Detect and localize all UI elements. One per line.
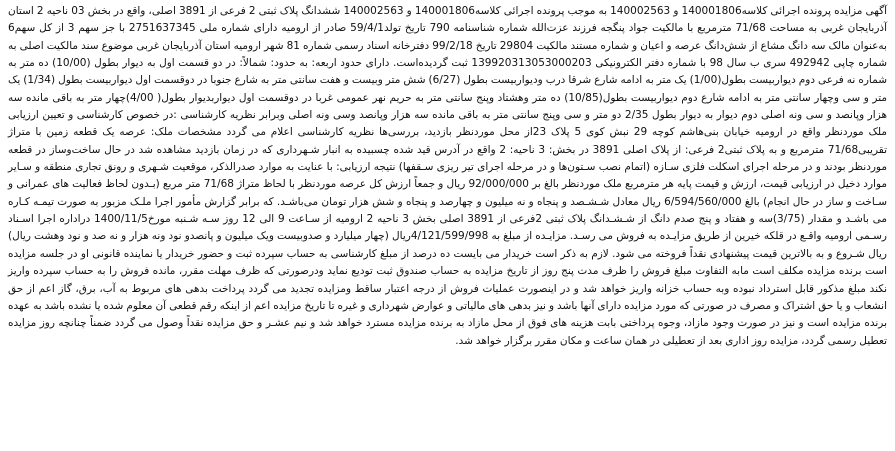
auction-notice-text: آگهی مزایده پرونده اجرائی کلاسه140001806 و 140002563 به موجب پرونده اجرائی کلاسه140001806 و 140002563 ششدانگ پلاک ثبتی 2 فرعی از 3891 اصلی، واقع در بخش 03 ناحیه 2 استان آذربایجان غربی به مساحت 71/68 مترمربع با مالکیت جواد پنگجه فرزند عزت‌الله شماره شناسنامه 790 تاریخ تولد59/4/1 صادر از ارومیه دارای شماره ملی 2751637345 با جز سهم 3 از کل سهم6 به‌عنوان مالک سه دانگ مشاع از شش‌دانگ عرصه و اعیان و شماره مستند مالکیت 29804 تاریخ 99/2/18 دفترخانه اسناد رسمی شماره 81 شهر ارومیه استان آذربایجان غربی موضوع سند مالکیت اصلی به شماره چاپی 492942 سری ب سال 98 با شماره دفتر الکترونیکی 139920313053000203 ثبت گردیده‌است. دارای حدود اربعه: به حدود: شمالاً: در دو قسمت اول به دیوار بطول (10/00) ده متر به شماره نه فرعی دوم دیواربیست بطول(1/00) یک متر به ادامه شارع شرقا درب ودیواربیست بطول (6/27) شش متر وبیست و هفت سانتی متر به شارع جنوبا در دوقسمت اول دیواربیست بطول (1/34) یک متر و سی وچهار سانتی متر به ادامه شارع دوم دیواربیست بطول(10/85) ده متر وهشتاد وپنج سانتی متر به حریم نهر عمومی غربا در دوقسمت اول دیواربدیوار بطول( 4/00)چهار متر به باقی مانده سه هزار وپانصد و سی ونه اصلی دوم دیوار به دیوار بطول 2/35 دو متر و سی وپنج سانتی متر به باقی مانده سه هزار وپانصد وسی ونه اصلی وبرابر نظریه کارشناسی :در خصوص کارشناسی و تعیین ارزیابی ملک موردنظر واقع در ارومیه خیابان بنی‌هاشم کوچه 29 نبش کوی 5 پلاک 23از محل موردنظر بازدید، بررسی‌ها نظریه کارشناسی اعلام می گردد مشخصات ملک: عرصه یک قطعه زمین با متراژ تقریبی71/68 مترمربع و به پلاک ثبتی2 فرعی: از پلاک اصلی 3891 در بخش: 3 ناحیه: 2 واقع در آدرس قید شده چسبیده به انبار شـهرداری که در زمان بازدید مشاهده شد در حال ساخت‌وساز در قطعه موردنظر بودند و در مرحله اجرای اسکلت فلزی سـازه (اتمام نصب سـتون‌ها و در مرحله اجرای تیر ریزی سـقفها) نتیجه ارزیابی: با عنایت به موارد صدرالذکر، موقعیت شـهری و رونق تجاری منطقه و سـایر موارد دخیل در ارزیابی قیمت، ارزش و قیمت پایه هر مترمربع ملک موردنظر بالغ بر 92/000/000 ریال و جمعاً ارزش کل عرصه موردنظر با لحاظ متراژ 71/68 متر مربع (بـدون لحاظ فعالیت های عمرانی و سـاخت و ساز در حال انجام) بالغ 6/594/560/000 ریال معادل شـشـصد و پنجاه و نه میلیون و چهارصد و پنجاه و شش هزار تومان می‌باشـد. که برابر گزارش مأمور اجرا ملـک مزبور به صورت تیمـه کـاره می باشـد و مقدار (3/75)سه و هفتاد و پنج صدم دانگ از شـشـدانگ پلاک ثبتی 2فرعی از 3891 اصلی بخش 3 ناحیه 2 ارومیه از سـاعت 9 الی 12 روز سـه شـنبه مورخ1400/11/5 دراداره اجرا اسـناد رسـمی ارومیه واقـع در قلکه خیرین از طریق مزایـده به فروش می رسـد. مزایـده از مبلغ به 4/121/599/998ریال (چهار میلیارد و صدوبیست ویک میلیون و پانصدو نود ونه هزار و نه صد و نود وهشت ریال) ریال شـروع و به بالاترین قیمت پیشنهادی نقداً فروخته می شود. لازم به ذکر است خریدار می بایست ده درصد از مبلغ کارشناسی به حساب سپرده ثبت و حضور خریدار یا نماینده قانونی او در جلسه مزایده است برنده مزایده مکلف است مابه التفاوت مبلغ فروش را ظرف مدت پنج روز از تاریخ مزایده به حساب صندوق ثبت تودیع نماید ودرصورتی که ظرف مهلت مقرر، مانده فروش را به حساب سپرده واریز نکند مبلغ مذکور قابل استرداد نبوده وبه حساب خزانه واریز خواهد شد و در اینصورت عملیات فروش از درجه اعتبار ساقط ومزایده تجدید می گردد پرداخت بدهی های مربوط به آب، برق، گاز اعم از حق انشعاب و یا حق اشتراک و مصرف در صورتی که مورد مزایده دارای آنها باشد و نیز بدهی های مالیاتی و عوارض شهرداری و غیره تا تاریخ مزایده اعم از اینکه رقم قطعی آن معلوم شده یا نشده باشد به عهده برنده مزایده است و نیز در صورت وجود مازاد، وجوه پرداختی بابت هزینه های فوق از محل مازاد به برنده مزایده مسترد خواهد شد و نیم عشـر و حق مزایده نقداً وصول می گردد ضمناً چنانچه روز مزایده تعطیل رسمی گردد، مزایده روز اداری بعد از تعطیلی در همان ساعت و مکان مقرر برگزار خواهد شد. bbox=[8, 5, 888, 347]
